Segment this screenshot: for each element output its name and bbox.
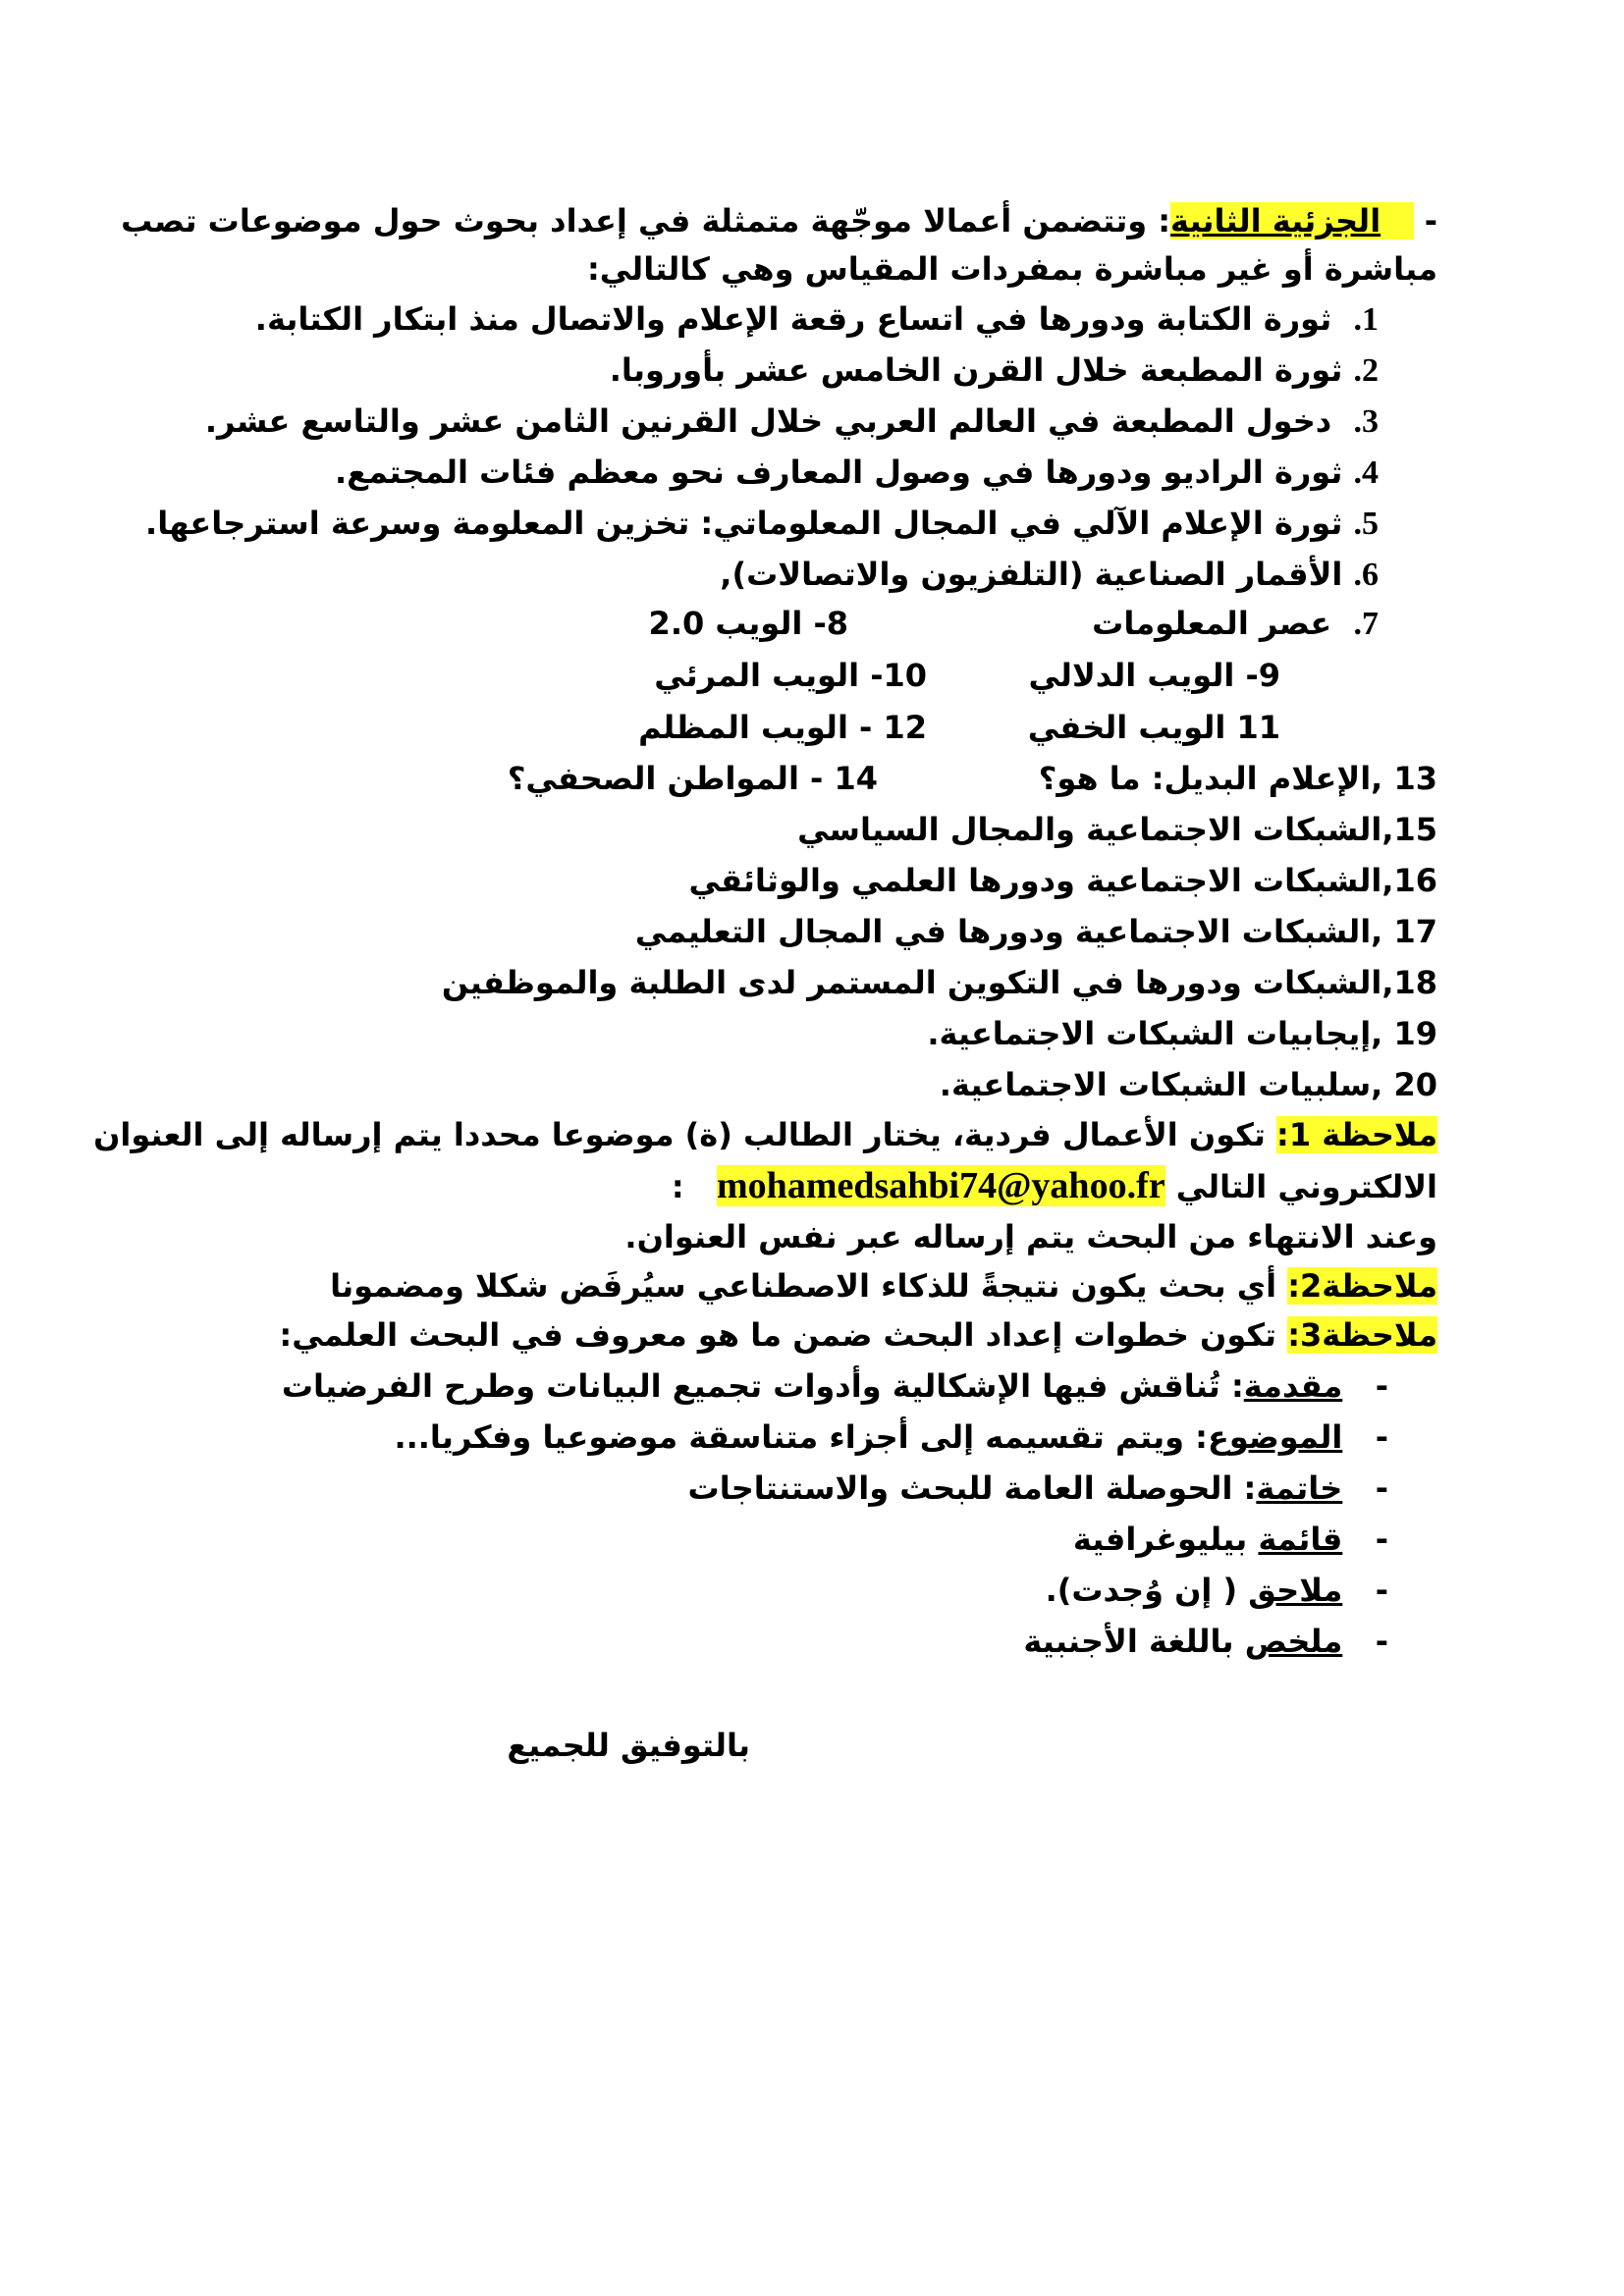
topic-7: 7. عصر المعلومات <box>1092 605 1379 642</box>
note-2 <box>330 1263 1437 1308</box>
step-bibliography: - قائمة بيليوغرافية <box>1072 1521 1388 1558</box>
email-colon: : <box>671 1168 684 1205</box>
note-3-label: ملاحظة3: <box>1287 1316 1437 1354</box>
topic-12: 12 - الويب المظلم <box>638 709 927 746</box>
topic-19: 19 ,إيجابيات الشبكات الاجتماعية. <box>927 1015 1437 1052</box>
step-appendices: - ملاحق ( إن وُجدت). <box>1045 1572 1388 1609</box>
note-1-email-line <box>672 1163 1437 1209</box>
topic-8: 8- الويب 2.0 <box>648 605 848 642</box>
step-summary: - ملخص باللغة الأجنبية <box>1023 1623 1388 1660</box>
topic-10: 10- الويب المرئي <box>654 657 927 694</box>
topic-3: 3. دخول المطبعة في العالم العربي خلال القرنين الثامن عشر والتاسع عشر. <box>204 402 1379 440</box>
intro-dash: - <box>1424 202 1437 240</box>
topic-16: 16,الشبكات الاجتماعية ودورها العلمي والوثائقي <box>688 862 1437 899</box>
email-address[interactable]: mohamedsahbi74@yahoo.fr <box>717 1165 1165 1206</box>
topic-17: 17 ,الشبكات الاجتماعية ودورها في المجال التعليمي <box>634 913 1437 950</box>
topic-13: 13 ,الإعلام البديل: ما هو؟ <box>1038 760 1437 797</box>
topic-9: 9- الويب الدلالي <box>1028 657 1280 694</box>
closing-line: بالتوفيق للجميع <box>507 1727 750 1764</box>
intro-line-2 <box>587 246 1437 292</box>
note-1-text-3: وعند الانتهاء من البحث يتم إرساله عبر نفس العنوان. <box>624 1218 1437 1255</box>
topic-4: 4. ثورة الراديو ودورها في وصول المعارف نحو معظم فئات المجتمع. <box>334 454 1379 491</box>
topic-18: 18,الشبكات ودورها في التكوين المستمر لدى الطلبة والموظفين <box>441 964 1437 1001</box>
note-2-text: أي بحث يكون نتيجةً للذكاء الاصطناعي سيُرفَض شكلا ومضمونا <box>330 1267 1288 1305</box>
topic-2: 2. ثورة المطبعة خلال القرن الخامس عشر بأوروبا. <box>609 351 1379 389</box>
intro-heading: الجزئية الثانية <box>1170 202 1414 240</box>
topic-14: 14 - المواطن الصحفي؟ <box>507 760 878 797</box>
topic-15: 15,الشبكات الاجتماعية والمجال السياسي <box>797 811 1437 848</box>
note-2-label: ملاحظة2: <box>1287 1267 1437 1305</box>
note-1-label: ملاحظة 1: <box>1276 1116 1437 1153</box>
step-conclusion: - خاتمة: الحوصلة العامة للبحث والاستنتاجات <box>687 1469 1388 1507</box>
intro-text-2: مباشرة أو غير مباشرة بمفردات المقياس وهي كالتالي: <box>587 250 1437 288</box>
step-intro: - مقدمة: تُناقش فيها الإشكالية وأدوات تجميع البيانات وطرح الفرضيات <box>281 1367 1388 1405</box>
note-1-line-3 <box>624 1214 1437 1259</box>
note-1-text-2: الالكتروني التالي <box>1175 1168 1437 1205</box>
intro-line-1 <box>121 198 1437 243</box>
note-1 <box>93 1112 1437 1157</box>
topic-11: 11 الويب الخفي <box>1027 709 1280 746</box>
topic-20: 20 ,سلبيات الشبكات الاجتماعية. <box>939 1066 1437 1103</box>
topic-5: 5. ثورة الإعلام الآلي في المجال المعلوماتي: تخزين المعلومة وسرعة استرجاعها. <box>145 505 1379 542</box>
topic-1: 1. ثورة الكتابة ودورها في اتساع رقعة الإعلام والاتصال منذ ابتكار الكتابة. <box>254 300 1379 338</box>
note-3-text: تكون خطوات إعداد البحث ضمن ما هو معروف في البحث العلمي: <box>279 1316 1288 1354</box>
note-3 <box>279 1312 1437 1358</box>
intro-text-1: : وتتضمن أعمالا موجّهة متمثلة في إعداد بحوث حول موضوعات تصب <box>121 202 1171 240</box>
topic-6: 6. الأقمار الصناعية (التلفزيون والاتصالات), <box>720 556 1379 593</box>
note-1-text: تكون الأعمال فردية، يختار الطالب (ة) موضوعا محددا يتم إرساله إلى العنوان <box>93 1116 1277 1153</box>
step-body: - الموضوع: ويتم تقسيمه إلى أجزاء متناسقة موضوعيا وفكريا... <box>394 1418 1388 1456</box>
